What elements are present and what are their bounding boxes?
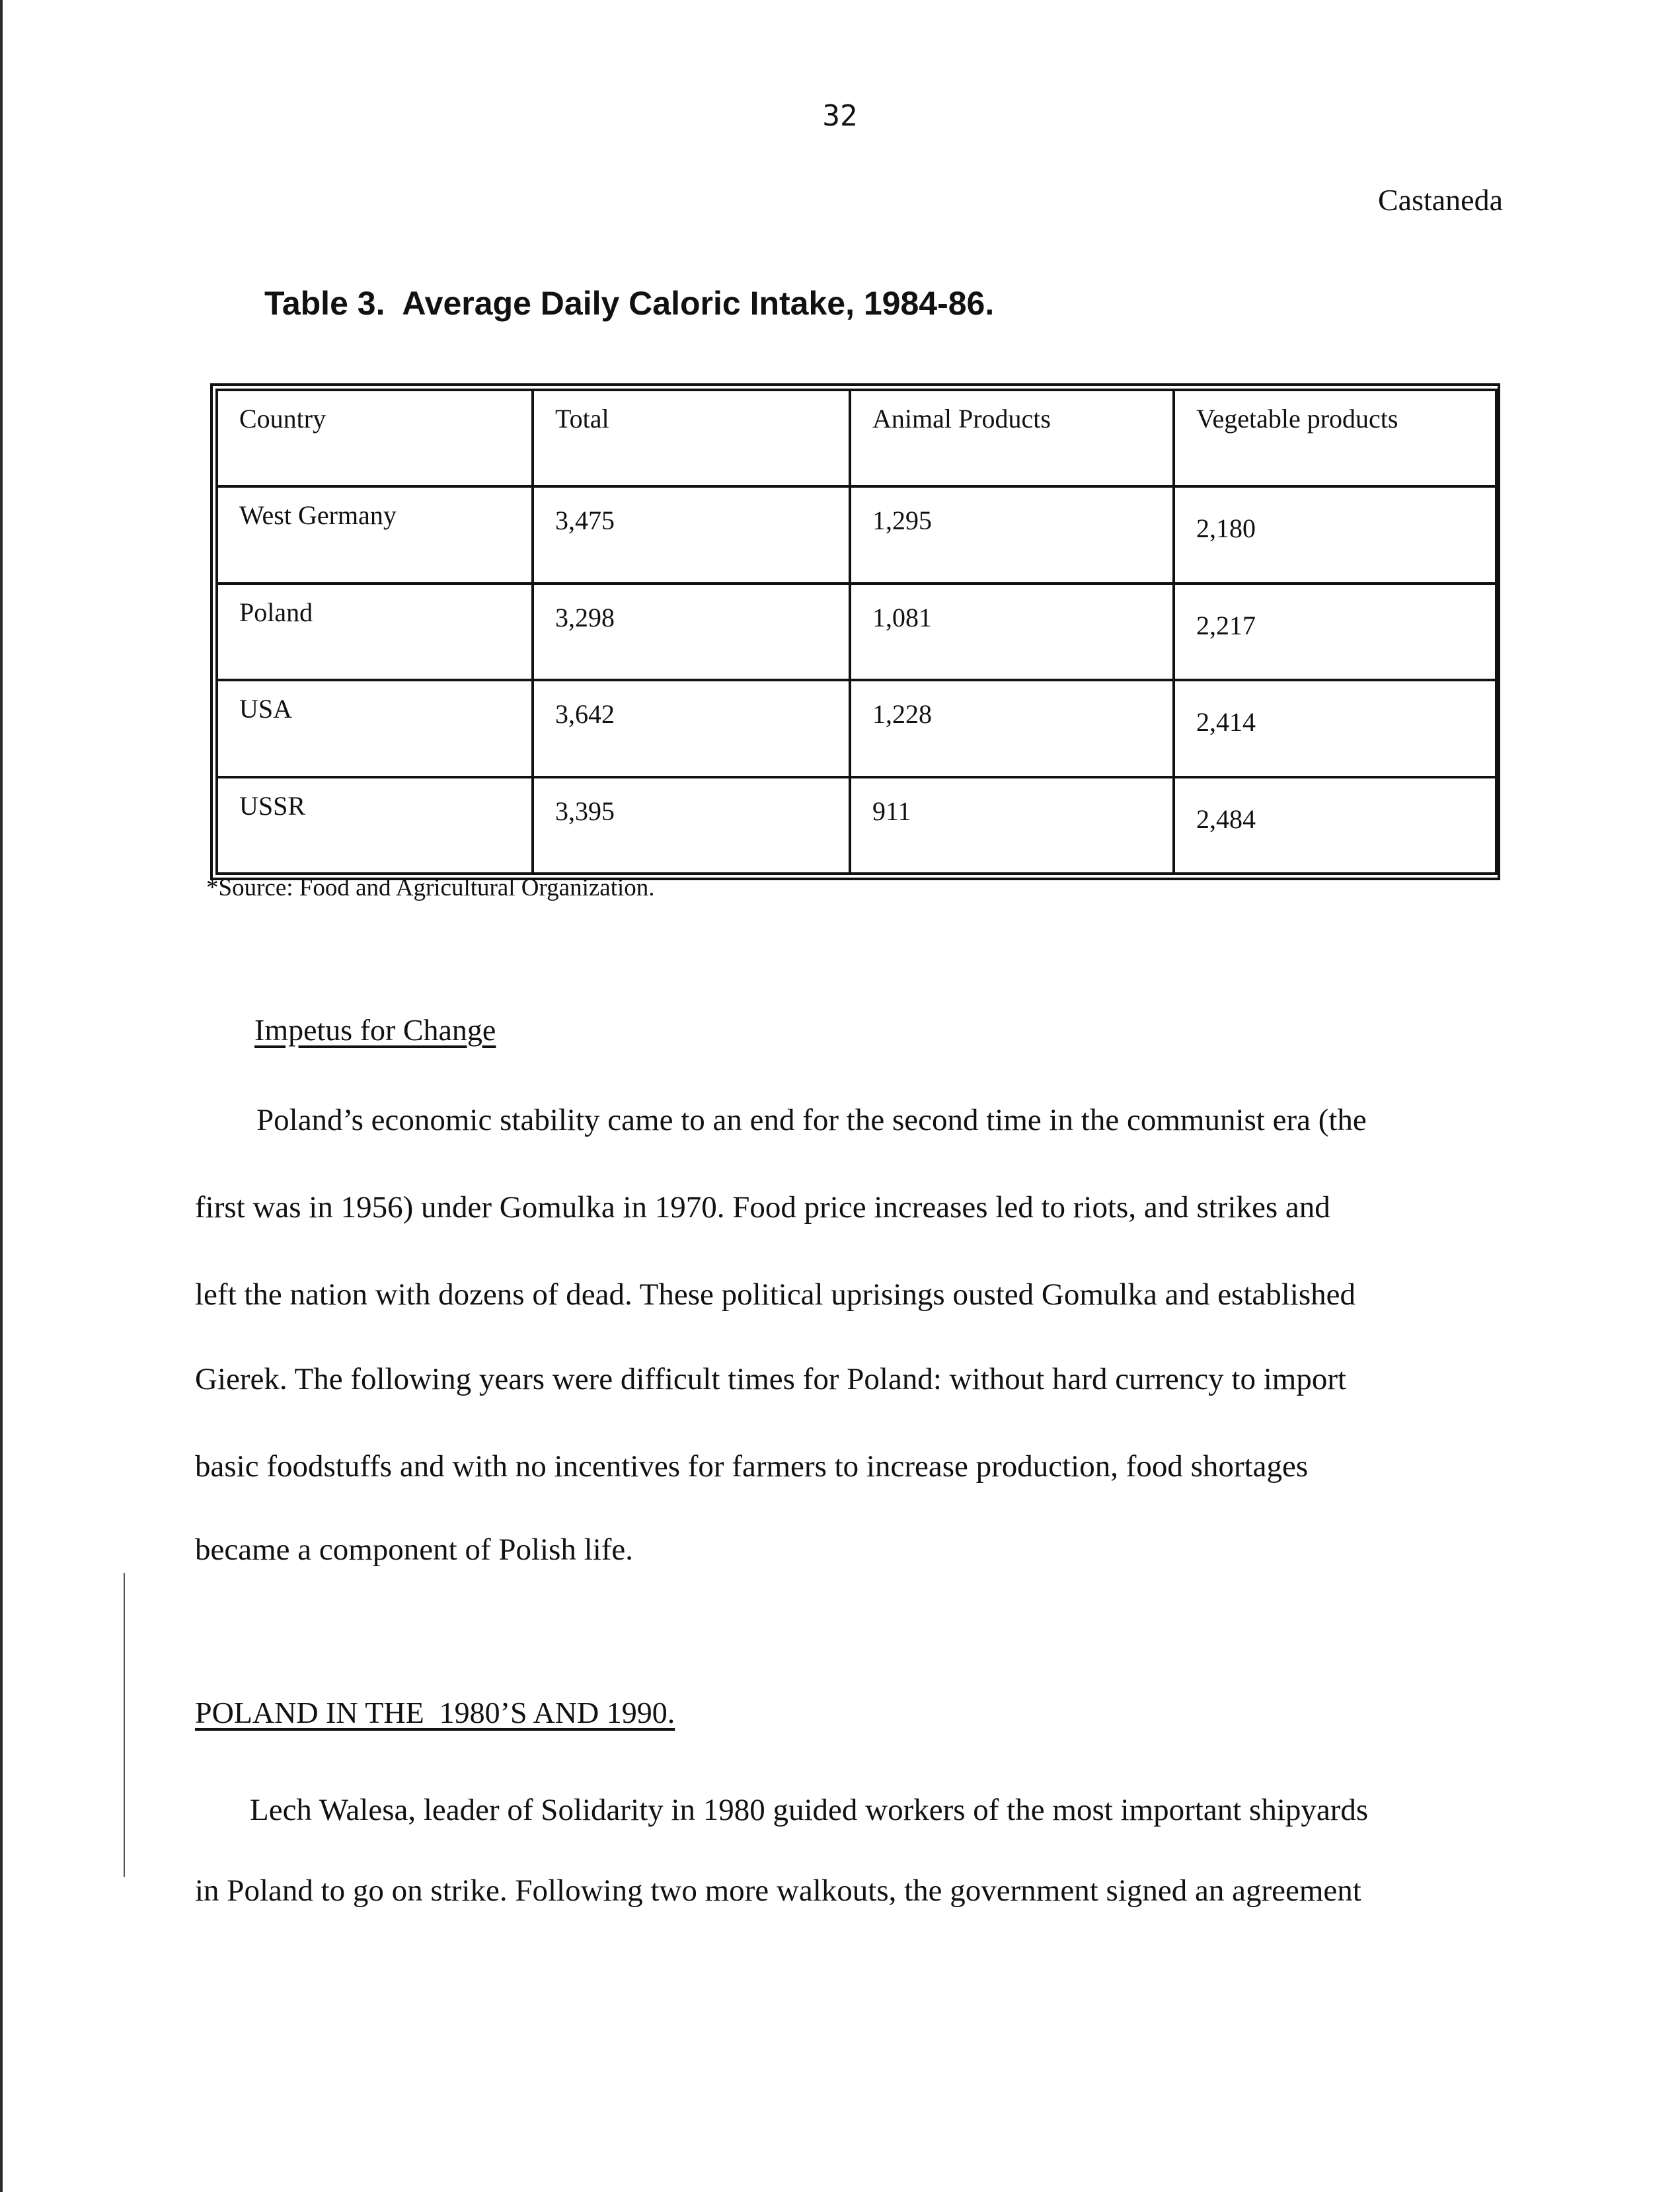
country-cell: Poland bbox=[217, 584, 533, 680]
table-row bbox=[217, 486, 1496, 583]
table-row bbox=[217, 584, 1496, 680]
body-text-line: left the nation with dozens of dead. These political uprisings ousted Gomulka and established bbox=[195, 1277, 1356, 1312]
section-heading-impetus: Impetus for Change bbox=[254, 1013, 496, 1047]
animal-products-cell: 1,295 bbox=[850, 486, 1174, 583]
body-text-line: first was in 1956) under Gomulka in 1970. Food price increases led to riots, and strikes and bbox=[195, 1190, 1330, 1225]
column-header-vegetable-products: Vegetable products bbox=[1174, 390, 1496, 486]
body-text-line: Gierek. The following years were difficult times for Poland: without hard currency to import bbox=[195, 1362, 1347, 1396]
table-header-row bbox=[217, 390, 1496, 486]
table-source-note: *Source: Food and Agricultural Organization. bbox=[206, 874, 655, 901]
scan-margin-mark bbox=[124, 1573, 125, 1877]
country-cell: USA bbox=[217, 680, 533, 776]
total-cell: 3,642 bbox=[533, 680, 850, 776]
animal-products-cell: 1,228 bbox=[850, 680, 1174, 776]
vegetable-products-cell: 2,484 bbox=[1174, 777, 1496, 874]
vegetable-products-cell: 2,180 bbox=[1174, 486, 1496, 583]
table-row bbox=[217, 777, 1496, 874]
table-row bbox=[217, 680, 1496, 776]
animal-products-cell: 911 bbox=[850, 777, 1174, 874]
body-text-line: in Poland to go on strike. Following two more walkouts, the government signed an agreement bbox=[195, 1873, 1361, 1908]
running-head-author: Castaneda bbox=[1377, 183, 1503, 217]
total-cell: 3,298 bbox=[533, 584, 850, 680]
total-cell: 3,475 bbox=[533, 486, 850, 583]
column-header-total: Total bbox=[533, 390, 850, 486]
column-header-animal-products: Animal Products bbox=[850, 390, 1174, 486]
table-title: Table 3. Average Daily Caloric Intake, 1984-86. bbox=[264, 285, 995, 322]
country-cell: West Germany bbox=[217, 486, 533, 583]
column-header-country: Country bbox=[217, 390, 533, 486]
vegetable-products-cell: 2,414 bbox=[1174, 680, 1496, 776]
body-text-line: Lech Walesa, leader of Solidarity in 1980 guided workers of the most important shipyards bbox=[250, 1793, 1369, 1827]
total-cell: 3,395 bbox=[533, 777, 850, 874]
vegetable-products-cell: 2,217 bbox=[1174, 584, 1496, 680]
body-text-line: became a component of Polish life. bbox=[195, 1532, 634, 1567]
section-heading-poland-1980s: POLAND IN THE 1980’S AND 1990. bbox=[195, 1696, 675, 1729]
body-text-line: Poland’s economic stability came to an end for the second time in the communist era (the bbox=[256, 1103, 1367, 1137]
caloric-intake-table bbox=[215, 389, 1498, 875]
country-cell: USSR bbox=[217, 777, 533, 874]
body-text-line: basic foodstuffs and with no incentives for farmers to increase production, food shortages bbox=[195, 1449, 1309, 1484]
page-number: 32 bbox=[822, 99, 858, 133]
scan-border bbox=[0, 0, 3, 2192]
animal-products-cell: 1,081 bbox=[850, 584, 1174, 680]
